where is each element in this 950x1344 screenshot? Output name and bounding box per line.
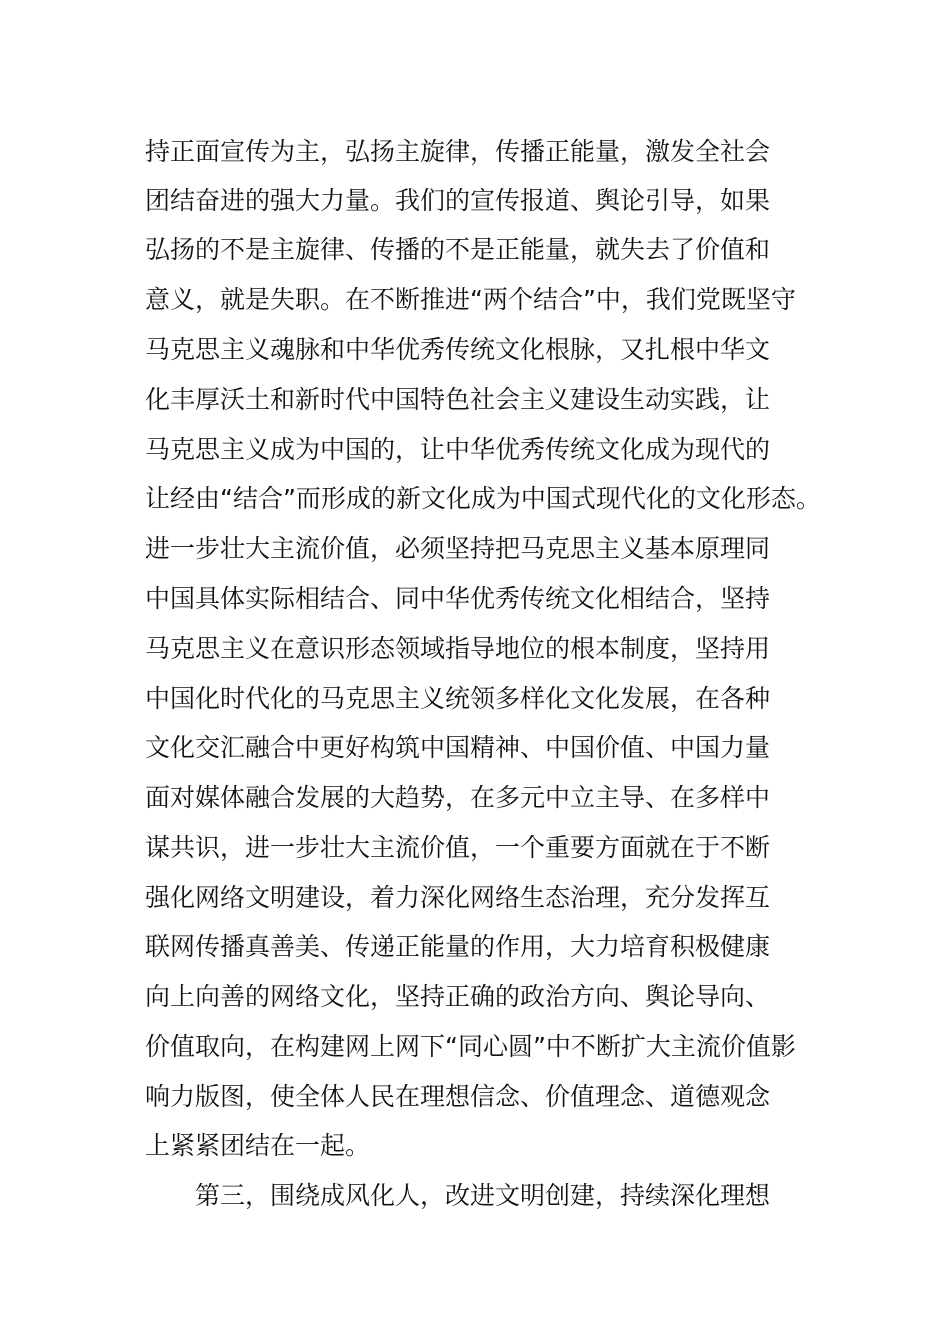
- text-line: 团结奋进的强大力量。我们的宣传报道、舆论引导，如果: [145, 186, 771, 215]
- text-line: 向上向善的网络文化，坚持正确的政治方向、舆论导向、: [145, 982, 771, 1011]
- text-line: 进一步壮大主流价值，必须坚持把马克思主义基本原理同: [145, 534, 771, 563]
- text-line: 强化网络文明建设，着力深化网络生态治理，充分发挥互: [145, 883, 771, 912]
- text-line: 价值取向，在构建网上网下“同心圆”中不断扩大主流价值影: [145, 1032, 796, 1061]
- text-line: 马克思主义在意识形态领域指导地位的根本制度，坚持用: [145, 634, 771, 663]
- text-line: 马克思主义魂脉和中华优秀传统文化根脉，又扎根中华文: [145, 335, 771, 364]
- text-line: 让经由“结合”而形成的新文化成为中国式现代化的文化形态。: [145, 484, 821, 513]
- text-line: 联网传播真善美、传递正能量的作用，大力培育积极健康: [145, 932, 771, 961]
- text-line: 马克思主义成为中国的，让中华优秀传统文化成为现代的: [145, 435, 771, 464]
- text-line: 中国具体实际相结合、同中华优秀传统文化相结合，坚持: [145, 584, 771, 613]
- text-line: 面对媒体融合发展的大趋势，在多元中立主导、在多样中: [145, 783, 771, 812]
- text-line: 持正面宣传为主，弘扬主旋律，传播正能量，激发全社会: [145, 137, 771, 166]
- text-line: 响力版图，使全体人民在理想信念、价值理念、道德观念: [145, 1082, 771, 1111]
- text-line: 文化交汇融合中更好构筑中国精神、中国价值、中国力量: [145, 733, 771, 762]
- text-line: 谋共识，进一步壮大主流价值，一个重要方面就在于不断: [145, 833, 771, 862]
- text-line: 弘扬的不是主旋律、传播的不是正能量，就失去了价值和: [145, 235, 771, 264]
- text-line: 化丰厚沃土和新时代中国特色社会主义建设生动实践，让: [145, 385, 771, 414]
- paragraph-start-line: 第三，围绕成风化人，改进文明创建，持续深化理想: [195, 1181, 771, 1210]
- text-line: 中国化时代化的马克思主义统领多样化文化发展，在各种: [145, 684, 771, 713]
- text-line: 意义，就是失职。在不断推进“两个结合”中，我们党既坚守: [145, 285, 796, 314]
- text-line: 上紧紧团结在一起。: [145, 1131, 371, 1160]
